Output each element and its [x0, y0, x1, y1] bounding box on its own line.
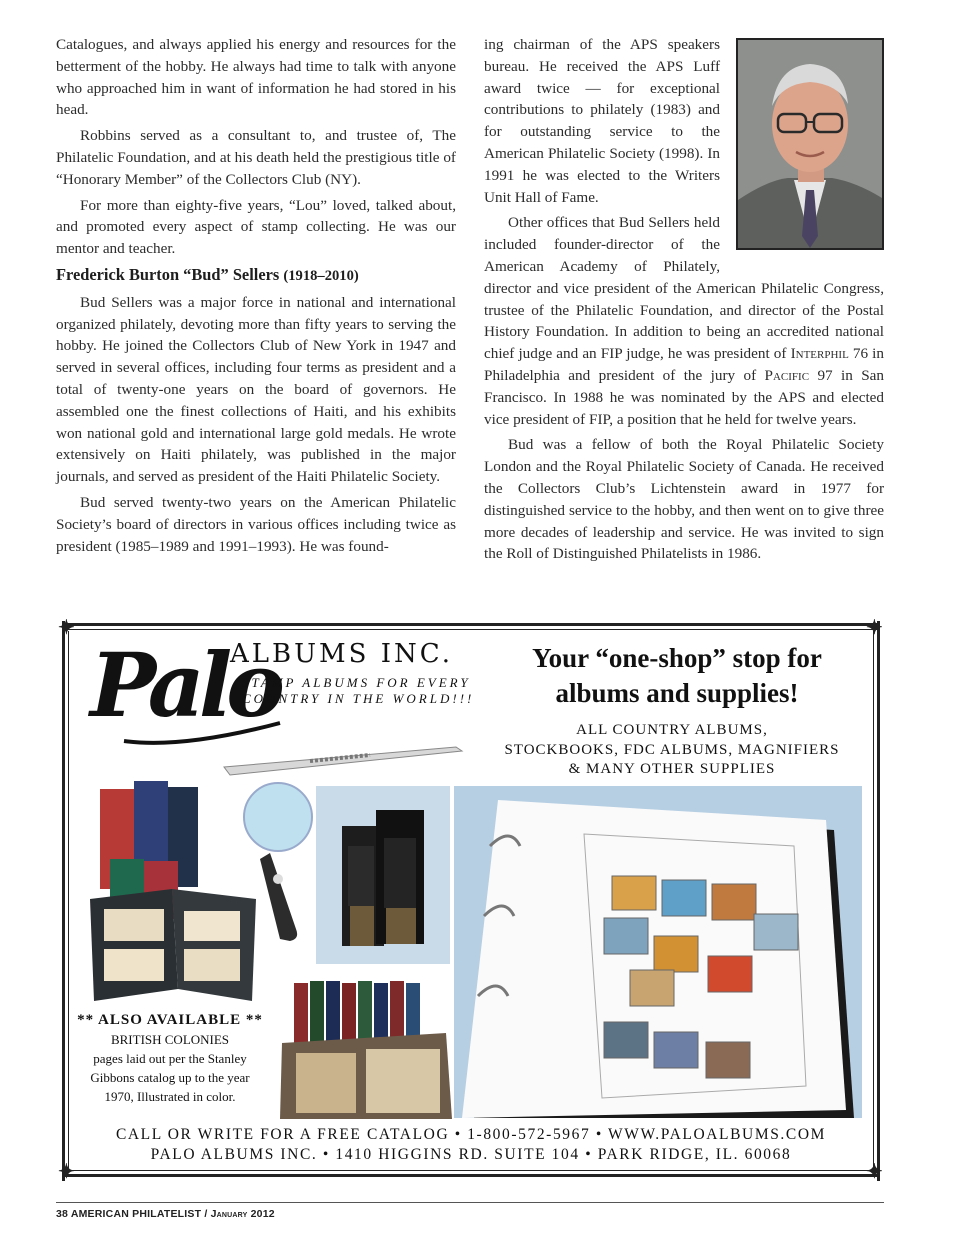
- binders-image: [316, 786, 450, 964]
- contact-line: CALL OR WRITE FOR A FREE CATALOG • 1-800-572-5967 • WWW.PALOALBUMS.COM: [115, 1126, 827, 1143]
- also-line: 1970, Illustrated in color.: [104, 1089, 236, 1104]
- paragraph: Catalogues, and always applied his energy and resources for the betterment of the hobby. He always had time to talk with anyone who approached him in want of information he had stored in his head.: [56, 36, 456, 119]
- tagline: [242, 675, 474, 707]
- also-line: Gibbons catalog up to the year: [90, 1070, 250, 1085]
- text-run: 76 in Philadelphia and president of the jury of: [484, 345, 884, 384]
- border-left-inner: [68, 631, 69, 1171]
- heading-name: Frederick Burton “Bud” Sellers: [56, 264, 280, 284]
- left-column: [56, 34, 456, 561]
- product-list: [482, 721, 862, 780]
- product-line: & MANY OTHER SUPPLIES: [568, 761, 776, 777]
- open-album-image: [454, 786, 862, 1118]
- footer-rule: [56, 1202, 884, 1203]
- paragraph: Bud Sellers was a major force in national and international organized philately, devoting more than fifty years to serving the hobby. He joined the Collectors Club of New York in 1947 and served in several offices, including four terms as president and a total of twenty-one years on the board of governors. He assembled one the finest collections of Haiti, and his exhibits won national gold and international large gold medals. He wrote extensively on Haiti philately, was published in the major journals, and served as president of the Haiti Philatelic Society.: [56, 293, 456, 486]
- page-number: 38: [56, 1208, 69, 1220]
- publication-name: AMERICAN PHILATELIST: [70, 1208, 202, 1220]
- also-available-note: [70, 1011, 270, 1106]
- ad-headline: [492, 641, 862, 711]
- border-top-inner: [62, 629, 880, 630]
- text-run: Pacific: [764, 366, 810, 384]
- paragraph: Robbins served as a consultant to, and trustee of, The Philatelic Foundation, and at his death held the prestigious title of “Honorary Member” of the Collectors Club (NY).: [56, 127, 456, 188]
- also-line: BRITISH COLONIES: [110, 1032, 230, 1047]
- company-name: ALBUMS INC.: [230, 639, 454, 669]
- tagline-line: COUNTRY IN THE WORLD!!!: [242, 691, 475, 706]
- album-books-image: [276, 973, 456, 1123]
- heading-years: (1918–2010): [283, 267, 359, 284]
- tagline-line: STAMP ALBUMS FOR EVERY: [242, 675, 471, 690]
- paragraph: Bud served twenty-two years on the American Philatelic Society’s board of directors in various offices including twice as president (1985–1989 and 1991–1993). He was found-: [56, 493, 456, 555]
- section-heading: [56, 264, 456, 288]
- issue-date: January 2012: [210, 1208, 275, 1220]
- text-run: 97 in San Francisco. In 1988 he was nominated by the APS and elected vice president of FIP, a position that he held for twelve years.: [484, 366, 884, 428]
- text-run: Other offices that Bud Sellers held included founder-director of the American Academy of Philately, director and vice president of the American Philatelic Congress, trustee of the Philatelic Foundation, and director of the Postal History Foundation. In addition to being an accredited national chief judge and an FIP judge, he was president of: [484, 214, 884, 363]
- text-run: Interphil: [790, 345, 849, 363]
- border-right-inner: [873, 631, 874, 1171]
- headline-line: albums and supplies!: [555, 678, 799, 708]
- portrait-photo: [736, 38, 884, 250]
- corner-ornament: ✦: [866, 615, 883, 639]
- product-line: STOCKBOOKS, FDC ALBUMS, MAGNIFIERS: [504, 741, 840, 758]
- product-line: ALL COUNTRY ALBUMS,: [576, 722, 768, 738]
- page-footer: 38 AMERICAN PHILATELIST / January 2012: [56, 1208, 275, 1220]
- corner-ornament: ✦: [58, 615, 75, 639]
- palo-albums-advertisement: [58, 615, 883, 1183]
- corner-ornament: ✦: [866, 1159, 883, 1183]
- also-title: ** ALSO AVAILABLE **: [77, 1012, 263, 1028]
- paragraph: ing chairman of the APS speakers bureau. He received the APS Luff award twice — for exceptional contributions to philately (1983) and for outstanding service to the American Philatelic Society (1998). In 1991 he was elected to the Writers Unit Hall of Fame.: [484, 36, 720, 206]
- right-column: [484, 34, 884, 569]
- palo-logo: Palo: [90, 633, 279, 737]
- border-left: [62, 621, 65, 1181]
- paragraph: For more than eighty-five years, “Lou” loved, talked about, and promoted every aspect of stamp collecting. He was our mentor and teacher.: [56, 196, 456, 258]
- border-top: [62, 623, 880, 626]
- headline-line: Your “one-shop” stop for: [532, 643, 822, 673]
- paragraph: Bud was a fellow of both the Royal Philatelic Society London and the Royal Philatelic Society of Canada. He received the Collectors Club’s Lichtenstein award in 1977 for distinguished service to the hobby, and then went on to give three more decades of leadership and service. He was invited to sign the Roll of Distinguished Philatelists in 1986.: [484, 436, 884, 563]
- also-line: pages laid out per the Stanley: [93, 1051, 247, 1066]
- contact-line: PALO ALBUMS INC. • 1410 HIGGINS RD. SUITE 104 • PARK RIDGE, IL. 60068: [150, 1146, 792, 1163]
- border-right: [877, 621, 880, 1181]
- contact-info: [62, 1125, 880, 1165]
- border-bottom-inner: [62, 1170, 880, 1171]
- border-bottom: [62, 1174, 880, 1177]
- corner-ornament: ✦: [58, 1159, 75, 1183]
- portrait-illustration: [738, 40, 882, 248]
